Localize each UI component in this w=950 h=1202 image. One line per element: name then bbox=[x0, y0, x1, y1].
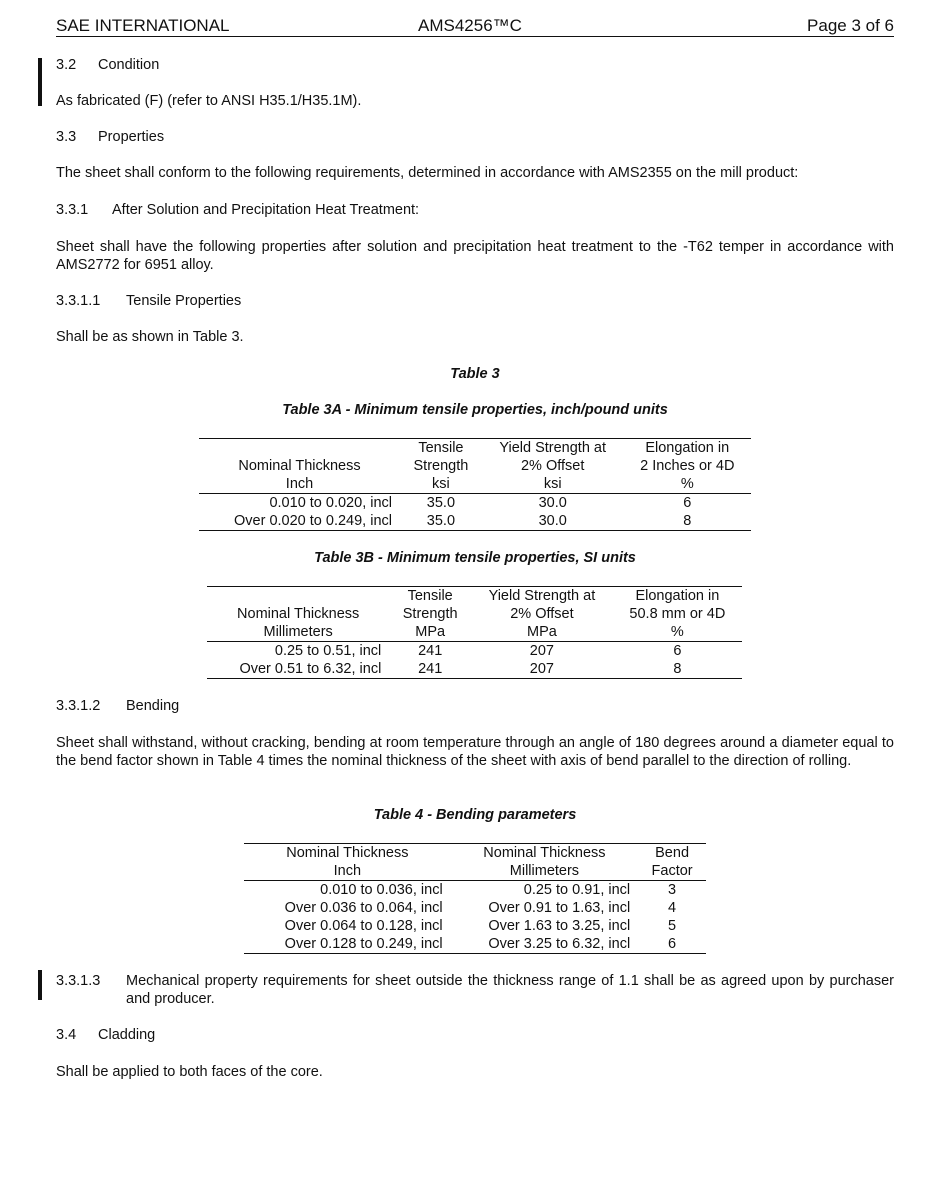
table-4-caption: Table 4 - Bending parameters bbox=[373, 807, 577, 823]
section-3-4-heading: 3.4 Cladding bbox=[56, 1027, 156, 1043]
section-3-3-1-1-heading: 3.3.1.1 Tensile Properties bbox=[56, 293, 242, 309]
section-3-3-text: The sheet shall conform to the following requirements, determined in accordance with AMS2355 on the mill product: bbox=[56, 165, 799, 181]
table-header-cell: Tensile bbox=[400, 439, 482, 458]
elongation-cell: 6 bbox=[683, 495, 692, 511]
table-header-cell: MPa bbox=[471, 623, 613, 642]
table-row bbox=[244, 881, 706, 900]
table-header-cell: Millimeters bbox=[451, 862, 639, 881]
page-header bbox=[56, 16, 894, 37]
table-header-cell: Yield Strength at bbox=[482, 439, 624, 458]
table-header-cell: Yield Strength at bbox=[471, 587, 613, 606]
inch-cell: Over 0.036 to 0.064, incl bbox=[284, 900, 443, 916]
section-3-4-text: Shall be applied to both faces of the core. bbox=[56, 1064, 323, 1080]
table-row bbox=[207, 642, 742, 661]
tensile-cell: 241 bbox=[389, 660, 471, 679]
header-page-number: Page 3 of 6 bbox=[807, 16, 894, 35]
table-header-cell: Nominal Thickness bbox=[451, 844, 639, 863]
table-header-cell: Millimeters bbox=[207, 623, 389, 642]
mm-cell: Over 0.91 to 1.63, incl bbox=[488, 900, 631, 916]
table-row bbox=[244, 899, 706, 917]
table-header-cell: % bbox=[624, 475, 751, 494]
tensile-cell: 35.0 bbox=[426, 495, 456, 511]
table-4 bbox=[244, 843, 706, 954]
table-header-cell: Inch bbox=[244, 862, 451, 881]
table-3b-caption: Table 3B - Minimum tensile properties, SI units bbox=[314, 550, 636, 566]
header-org: SAE INTERNATIONAL bbox=[56, 16, 230, 35]
section-3-3-1-1-text: Shall be as shown in Table 3. bbox=[56, 329, 244, 345]
inch-cell: 0.010 to 0.036, incl bbox=[320, 882, 443, 898]
section-3-3-1-3-number: 3.3.1.3 bbox=[56, 973, 101, 989]
table-header-cell: ksi bbox=[400, 475, 482, 494]
table-header-cell: % bbox=[613, 623, 742, 642]
table-3-caption: Table 3 bbox=[450, 366, 500, 382]
elongation-cell: 8 bbox=[624, 512, 751, 531]
section-3-2-text: As fabricated (F) (refer to ANSI H35.1/H35.1M). bbox=[56, 93, 362, 109]
table-header-cell: Elongation in bbox=[613, 587, 742, 606]
elongation-cell: 6 bbox=[673, 643, 682, 659]
yield-cell: 207 bbox=[529, 643, 554, 659]
table-row bbox=[207, 660, 742, 679]
thickness-cell: 0.25 to 0.51, incl bbox=[274, 643, 382, 659]
mm-cell: 0.25 to 0.91, incl bbox=[523, 882, 631, 898]
section-3-3-heading: 3.3 Properties bbox=[56, 129, 165, 145]
factor-cell: 3 bbox=[668, 882, 677, 898]
tensile-cell: 35.0 bbox=[400, 512, 482, 531]
table-header-cell: Inch bbox=[199, 475, 400, 494]
header-doc-number: AMS4256™C bbox=[418, 16, 522, 35]
tensile-cell: 241 bbox=[418, 643, 443, 659]
table-3b bbox=[207, 586, 742, 679]
table-row bbox=[199, 512, 751, 531]
section-3-3-1-text: Sheet shall have the following properties after solution and precipitation heat treatment to the -T62 temper in accordance with AMS2772 for 6951 alloy. bbox=[56, 239, 894, 273]
table-header-cell: Elongation in bbox=[624, 439, 751, 458]
table-header-cell: Nominal Thickness bbox=[238, 458, 361, 474]
table-header-cell: Nominal Thickness bbox=[237, 606, 360, 622]
inch-cell: Over 0.128 to 0.249, incl bbox=[244, 935, 451, 954]
table-header-cell: Strength bbox=[413, 458, 469, 474]
table-3a bbox=[199, 438, 751, 531]
table-row bbox=[199, 494, 751, 513]
section-3-3-1-3-text: Mechanical property requirements for sheet outside the thickness range of 1.1 shall be as agreed upon by purchaser and producer. bbox=[126, 973, 894, 1007]
factor-cell: 4 bbox=[668, 900, 677, 916]
elongation-cell: 8 bbox=[613, 660, 742, 679]
yield-cell: 30.0 bbox=[482, 512, 624, 531]
yield-cell: 207 bbox=[471, 660, 613, 679]
thickness-cell: 0.010 to 0.020, incl bbox=[269, 495, 393, 511]
table-header-cell: 2 Inches or 4D bbox=[640, 458, 735, 474]
revision-bar bbox=[38, 970, 42, 1000]
section-3-3-1-2-text: Sheet shall withstand, without cracking, bending at room temperature through an angle of 180 degrees around a diameter equal to the bend factor shown in Table 4 times the nominal thickness of the sheet with axis of bend parallel to the direction of rolling. bbox=[56, 735, 894, 769]
mm-cell: Over 1.63 to 3.25, incl bbox=[488, 918, 631, 934]
revision-bar bbox=[38, 58, 42, 106]
table-header-cell: Factor bbox=[638, 862, 706, 881]
table-header-cell: Strength bbox=[402, 606, 458, 622]
factor-cell: 5 bbox=[668, 918, 677, 934]
thickness-cell: Over 0.020 to 0.249, incl bbox=[199, 512, 400, 531]
section-3-2-heading: 3.2 Condition bbox=[56, 57, 160, 73]
section-3-3-1-2-heading: 3.3.1.2 Bending bbox=[56, 698, 180, 714]
table-row bbox=[244, 917, 706, 935]
table-header-cell: 2% Offset bbox=[510, 606, 574, 622]
table-header-cell: 50.8 mm or 4D bbox=[629, 606, 726, 622]
yield-cell: 30.0 bbox=[538, 495, 567, 511]
table-header-cell: Tensile bbox=[389, 587, 471, 606]
table-row bbox=[244, 935, 706, 954]
table-header-cell: MPa bbox=[389, 623, 471, 642]
thickness-cell: Over 0.51 to 6.32, incl bbox=[207, 660, 389, 679]
inch-cell: Over 0.064 to 0.128, incl bbox=[284, 918, 443, 934]
table-header-cell: Bend bbox=[638, 844, 706, 863]
table-header-cell: Nominal Thickness bbox=[244, 844, 451, 863]
section-3-3-1-heading: 3.3.1 After Solution and Precipitation Heat Treatment: bbox=[56, 202, 420, 218]
table-3a-caption: Table 3A - Minimum tensile properties, inch/pound units bbox=[282, 402, 668, 418]
mm-cell: Over 3.25 to 6.32, incl bbox=[451, 935, 639, 954]
table-header-cell: 2% Offset bbox=[520, 458, 585, 474]
table-header-cell: ksi bbox=[482, 475, 624, 494]
factor-cell: 6 bbox=[638, 935, 706, 954]
